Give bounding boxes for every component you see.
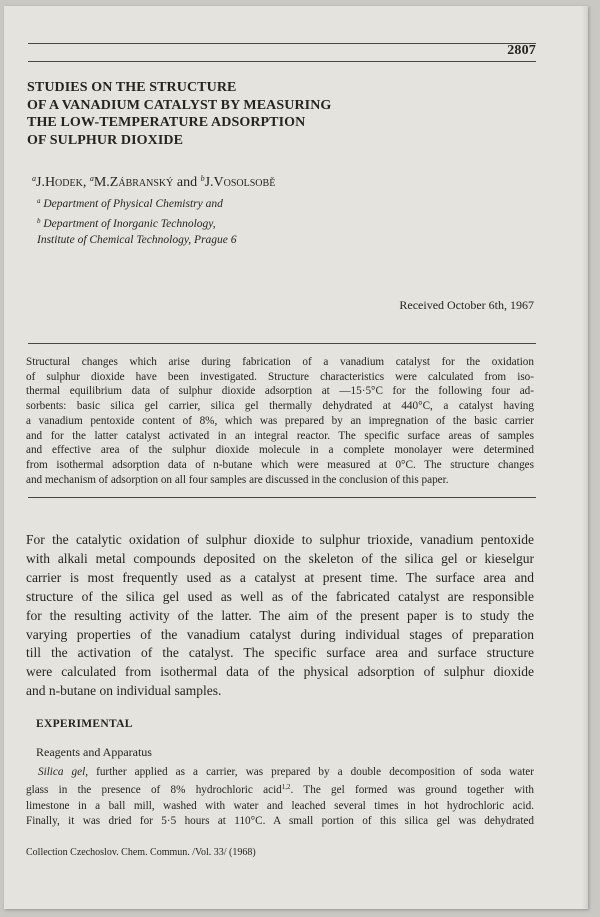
author-conjunction: and [173,175,201,190]
author-name: J.Hodek, [36,175,90,190]
introduction-paragraph [26,531,534,701]
journal-page [4,6,588,909]
body-line: till the activation of the catalyst. The specific surface area and surface structure [26,645,534,661]
paper-title [27,79,447,149]
abstract [26,355,534,487]
exp-line: limestone in a ball mill, washed with water and leached several times in hot hydrochloric acid. [26,799,534,812]
abstract-rule-top [28,343,536,344]
experimental-paragraph [26,765,534,830]
body-line: and n-butane on individual samples. [26,683,222,699]
body-line: structure of the silica gel used as well as of the fabricated catalyst are responsible [26,588,534,604]
abstract-line: from isothermal adsorption data of n-butane which were measured at 0°C. The structure changes [26,458,534,471]
abstract-line: Structural changes which arise during fabrication of a vanadium catalyst for the oxidation [26,356,534,368]
abstract-line: and mechanism of adsorption on all four samples are discussed in the conclusion of this paper. [26,473,449,486]
affil-mark: b [37,216,41,225]
author-name: M.Zábranský [93,175,174,190]
author-name: J.Vosolsobě [204,175,276,190]
body-line: were calculated from isothermal data of the physical adsorption of sulphur dioxide [26,664,534,680]
abstract-line: and effective area of the sulphur dioxide molecule in a complete monolayer were determined [26,444,534,457]
subsection-heading: Reagents and Apparatus [36,745,152,759]
abstract-line: of sulphur dioxide have been investigated. Structure characteristics were calculated from iso- [26,370,534,383]
journal-footer: Collection Czechoslov. Chem. Commun. /Vol. 33/ (1968) [26,847,256,858]
page-edge-shadow [582,6,588,909]
affil-text: Department of Inorganic Technology, [40,217,216,230]
abstract-line: thermal equilibrium data of sulphur dioxide adsorption at —15·5°C for the following four ad- [26,385,534,398]
body-line: For the catalytic oxidation of sulphur dioxide to sulphur trioxide, vanadium pentoxide [26,532,534,547]
affil-mark: a [37,197,41,205]
abstract-line: and for the latter catalyst activated in an integral reactor. The specific surface areas of samples [26,429,534,442]
affil-text: Department of Physical Chemistry and [40,198,223,210]
abstract-line: a vanadium pentoxide content of 8%, which was prepared by an impregnation of the basic carrier [26,414,534,427]
title-line: OF A VANADIUM CATALYST BY MEASURING [27,97,332,113]
author-affil-mark: b [200,174,205,183]
exp-line [26,765,534,780]
page-number: 2807 [507,43,536,58]
italic-term: Silica gel, [38,766,89,778]
received-date: Received October 6th, 1967 [399,298,534,312]
exp-text: . The gel formed was ground together with [290,784,534,797]
affiliation-line [37,213,237,233]
author-affil-mark: a [89,174,94,183]
author-affil-mark: a [32,174,36,183]
body-line: carrier is most frequently used as a catalyst at present time. The surface area and [26,569,534,585]
body-line: varying properties of the vanadium catalyst during individual stages of preparation [26,626,534,642]
citation-mark: 1,2 [281,783,291,792]
abstract-rule-bottom [28,497,536,498]
exp-line: Finally, it was dried for 5·5 hours at 110°C. A small portion of this silica gel was dehydrated [26,815,534,828]
body-line: for the resulting activity of the latter. The aim of the present paper is to study the [26,607,534,623]
affiliation-line: Institute of Chemical Technology, Prague 6 [37,234,237,246]
title-line: STUDIES ON THE STRUCTURE [27,80,237,95]
title-line: THE LOW-TEMPERATURE ADSORPTION [27,115,306,130]
exp-text: further applied as a carrier, was prepared by a double decomposition of soda water [88,766,534,778]
affiliation-line [37,193,237,213]
exp-line [26,780,534,798]
body-line: with alkali metal compounds deposited on the skeleton of the silica gel or kieselgur [26,550,534,566]
header-rule-bottom [28,61,536,62]
exp-text: glass in the presence of 8% hydrochloric acid [26,784,282,797]
affiliations [37,193,237,249]
header-rule-top [28,43,536,44]
abstract-line: sorbents: basic silica gel carrier, silica gel thermally dehydrated at 440°C, a catalyst having [26,400,534,413]
section-heading: EXPERIMENTAL [36,718,133,730]
title-line: OF SULPHUR DIOXIDE [27,132,184,148]
author-list [32,174,275,191]
